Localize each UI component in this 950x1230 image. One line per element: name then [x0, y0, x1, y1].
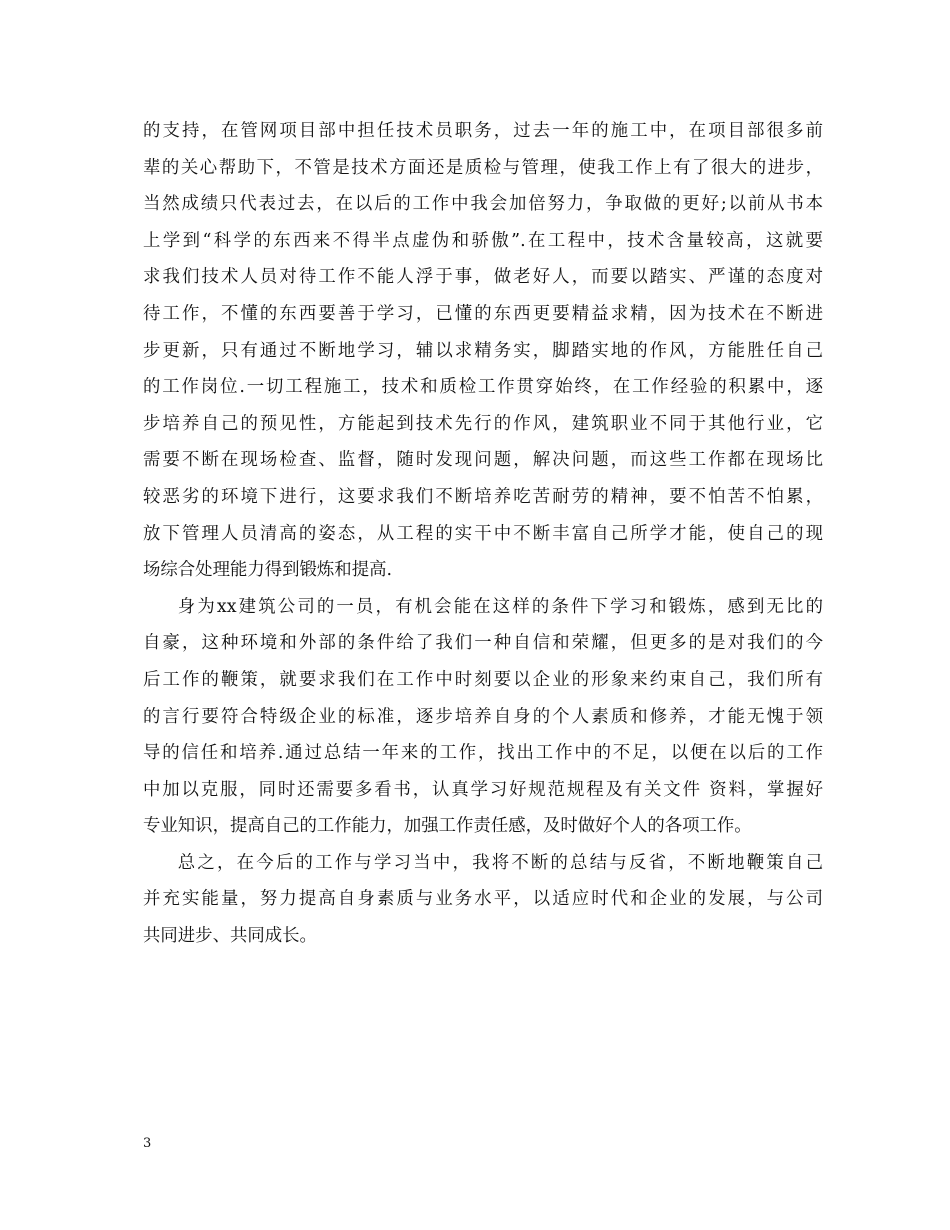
text-line: 辈的关心帮助下，不管是技术方面还是质检与管理，使我工作上有了很大的进步， [143, 157, 823, 178]
text-line: 较恶劣的环境下进行，这要求我们不断培养吃苦耐劳的精神，要不怕苦不怕累， [143, 486, 823, 507]
text-line: 的工作岗位.一切工程施工，技术和质检工作贯穿始终，在工作经验的积累中，逐 [143, 377, 823, 398]
text-line: 并充实能量，努力提高自身素质与业务水平，以适应时代和企业的发展，与公司 [143, 889, 823, 910]
text-line: 待工作，不懂的东西要善于学习，已懂的东西更要精益求精，因为技术在不断进 [143, 303, 823, 324]
text-line: 的言行要符合特级企业的标准，逐步培养自身的个人素质和修养，才能无愧于领 [143, 706, 823, 727]
document-body [143, 113, 823, 955]
text-line: 总之，在今后的工作与学习当中，我将不断的总结与反省，不断地鞭策自己 [177, 852, 823, 873]
text-line: 上学到“科学的东西来不得半点虚伪和骄傲”.在工程中，技术含量较高，这就要 [143, 230, 823, 251]
text-line: 步更新，只有通过不断地学习，辅以求精务实，脚踏实地的作风，方能胜任自己 [143, 340, 823, 361]
text-line: 共同进步、共同成长。 [143, 926, 317, 947]
text-line: 中加以克服，同时还需要多看书，认真学习好规范规程及有关文件 资料，掌握好 [143, 779, 823, 800]
text-line: 自豪，这种环境和外部的条件给了我们一种自信和荣耀，但更多的是对我们的今 [143, 633, 823, 654]
page-number: 3 [143, 1136, 152, 1151]
text-line: 的支持，在管网项目部中担任技术员职务，过去一年的施工中，在项目部很多前 [143, 121, 823, 141]
text-line: 专业知识，提高自己的工作能力，加强工作责任感，及时做好个人的各项工作。 [143, 816, 752, 837]
text-line: 需要不断在现场检查、监督，随时发现问题，解决问题，而这些工作都在现场比 [143, 450, 823, 471]
text-line: 当然成绩只代表过去，在以后的工作中我会加倍努力，争取做的更好;以前从书本 [143, 194, 823, 215]
text-line: 身为xx建筑公司的一员，有机会能在这样的条件下学习和锻炼，感到无比的 [177, 596, 823, 617]
text-line: 放下管理人员清高的姿态，从工程的实干中不断丰富自己所学才能，使自己的现 [143, 523, 823, 544]
text-line: 导的信任和培养.通过总结一年来的工作，找出工作中的不足，以便在以后的工作 [143, 743, 823, 764]
text-line: 求我们技术人员对待工作不能人浮于事，做老好人，而要以踏实、严谨的态度对 [143, 267, 823, 288]
text-line: 后工作的鞭策，就要求我们在工作中时刻要以企业的形象来约束自己，我们所有 [143, 669, 823, 690]
text-line: 步培养自己的预见性，方能起到技术先行的作风，建筑职业不同于其他行业，它 [143, 413, 823, 434]
text-line: 场综合处理能力得到锻炼和提高. [143, 560, 392, 581]
